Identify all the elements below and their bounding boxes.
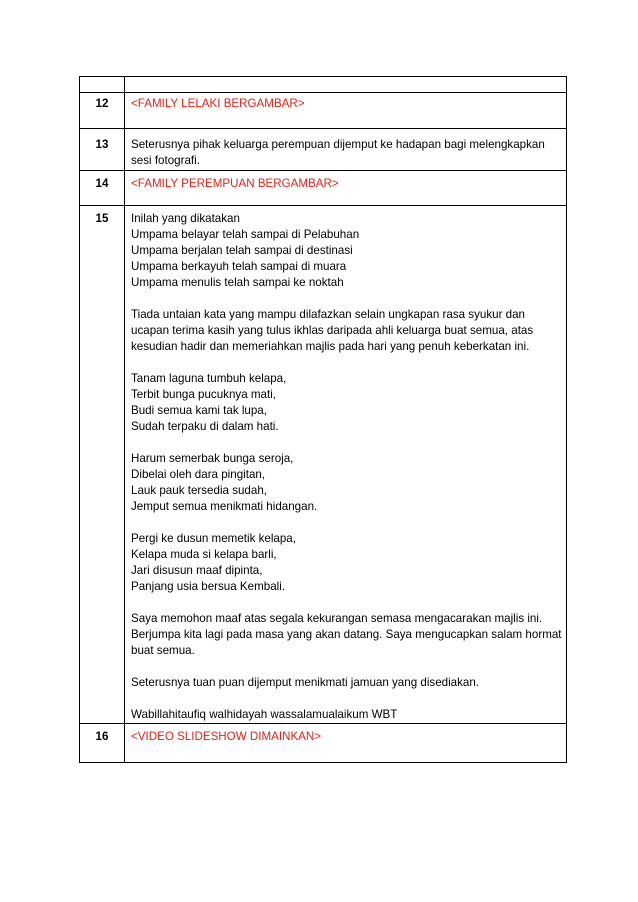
script-text: Seterusnya pihak keluarga perempuan dijemput ke hadapan bagi melengkapkan sesi fotografi.: [131, 138, 545, 167]
intro-line: Umpama menulis telah sampai ke noktah: [131, 276, 344, 289]
intro-line: Umpama belayar telah sampai di Pelabuhan: [131, 228, 360, 241]
pantun-line: Panjang usia bersua Kembali.: [131, 580, 286, 593]
row-number-cell: [80, 171, 125, 206]
intro-line: Umpama berkayuh telah sampai di muara: [131, 260, 347, 273]
pantun-line: Jemput semua menikmati hidangan.: [131, 500, 318, 513]
stage-cue: <VIDEO SLIDESHOW DIMAINKAN>: [131, 730, 322, 743]
row-content-cell: [125, 724, 567, 763]
row-number: 12: [95, 97, 109, 110]
row-number-cell: [80, 93, 125, 129]
apology-paragraph: Saya memohon maaf atas segala kekurangan semasa mengacarakan majlis ini. Berjumpa kita lagi pada masa yang akan datang. Saya mengucapkan salam hormat buat semua.: [131, 612, 562, 657]
table-row-14: [80, 171, 567, 206]
row-number-cell: [80, 206, 125, 724]
pantun-line: Kelapa muda si kelapa barli,: [131, 548, 277, 561]
row-content-cell: [125, 77, 567, 93]
pantun-line: Lauk pauk tersedia sudah,: [131, 484, 268, 497]
table-row-blank: [80, 77, 567, 93]
pantun-line: Tanam laguna tumbuh kelapa,: [131, 372, 287, 385]
row-number: 14: [95, 177, 109, 190]
row-content-cell: [125, 171, 567, 206]
intro-line: Inilah yang dikatakan: [131, 212, 240, 225]
script-table: [79, 76, 567, 763]
row-number-cell: [80, 129, 125, 171]
row-number: 15: [95, 212, 109, 225]
stage-cue: <FAMILY LELAKI BERGAMBAR>: [131, 97, 305, 110]
pantun-line: Dibelai oleh dara pingitan,: [131, 468, 266, 481]
table-row-15: [80, 206, 567, 724]
stage-cue: <FAMILY PEREMPUAN BERGAMBAR>: [131, 177, 339, 190]
pantun-line: Budi semua kami tak lupa,: [131, 404, 267, 417]
closing-line: Wabillahitaufiq walhidayah wassalamualaikum WBT: [131, 708, 398, 721]
table-row-13: [80, 129, 567, 171]
pantun-line: Terbit bunga pucuknya mati,: [131, 388, 277, 401]
pantun-line: Jari disusun maaf dipinta,: [131, 564, 263, 577]
pantun-line: Sudah terpaku di dalam hati.: [131, 420, 279, 433]
row-content-cell: [125, 93, 567, 129]
row-number: 13: [95, 138, 109, 151]
pantun-line: Pergi ke dusun memetik kelapa,: [131, 532, 296, 545]
invitation-paragraph: Seterusnya tuan puan dijemput menikmati jamuan yang disediakan.: [131, 676, 480, 689]
row-content-cell: [125, 206, 567, 724]
row-number-cell: [80, 77, 125, 93]
table-row-12: [80, 93, 567, 129]
intro-line: Umpama berjalan telah sampai di destinasi: [131, 244, 353, 257]
table-row-16: [80, 724, 567, 763]
row-number: 16: [95, 730, 109, 743]
pantun-line: Harum semerbak bunga seroja,: [131, 452, 294, 465]
row-content-cell: [125, 129, 567, 171]
gratitude-paragraph: Tiada untaian kata yang mampu dilafazkan selain ungkapan rasa syukur dan ucapan terima kasih yang tulus ikhlas daripada ahli keluarga buat semua, atas kesudian hadir dan memeriahkan majlis pada hari yang penuh keberkatan ini.: [131, 308, 534, 353]
row-number-cell: [80, 724, 125, 763]
